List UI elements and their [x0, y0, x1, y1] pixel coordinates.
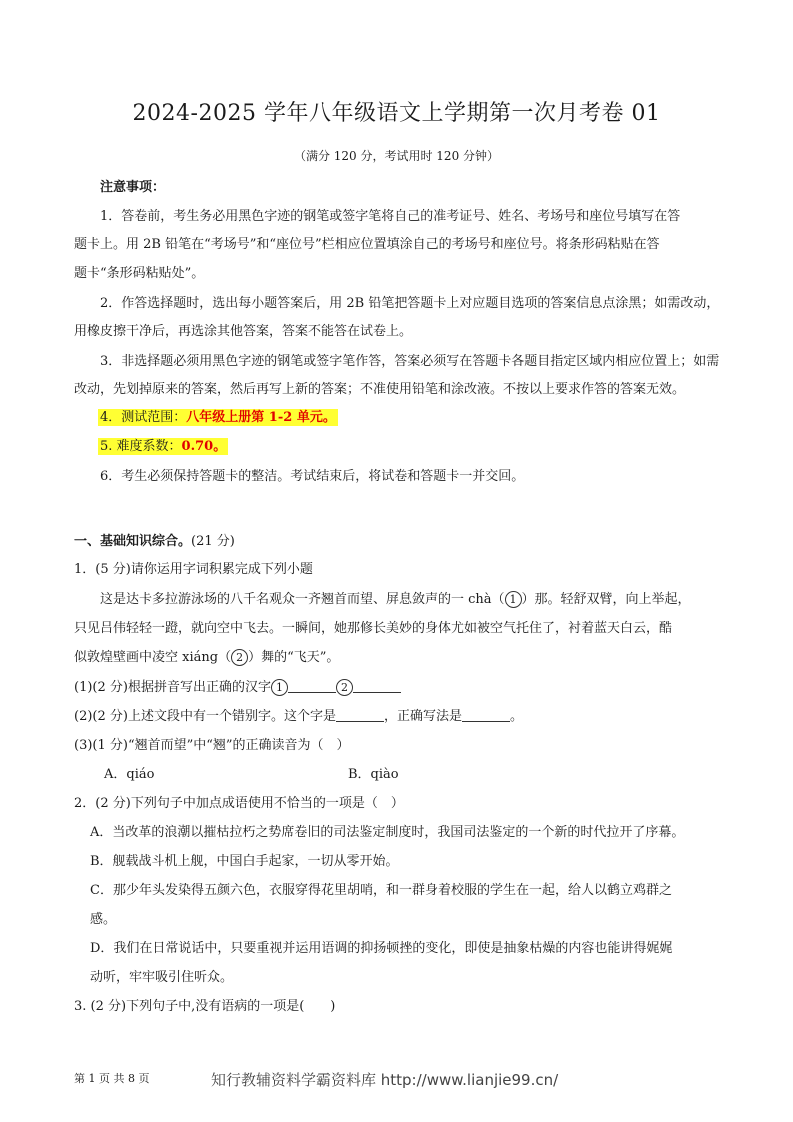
blank-circle-2: 2: [231, 649, 248, 666]
q2-option-a[interactable]: A．当改革的浪潮以摧枯拉朽之势席卷旧的司法鉴定制度时，我国司法鉴定的一个新的时代拉开了序幕。: [90, 825, 685, 840]
note-5: [98, 435, 228, 454]
notes-heading: 注意事项：: [100, 180, 166, 195]
answer-circle-1: 1: [271, 679, 288, 696]
passage-line-1a: 这是达卡多拉游泳场的八千名观众一齐翘首而望、屏息敛声的一 chà（: [100, 592, 505, 607]
q1-3-option-b[interactable]: B．qiào: [348, 767, 399, 782]
note-4-value: 八年级上册第 1-2 单元。: [186, 410, 336, 425]
q1-2-text-a: (2)(2 分)上述文段中有一个错别字。这个字是: [74, 709, 336, 724]
q2-option-d-line-2: 动听，牢牢吸引住听众。: [90, 970, 234, 985]
note-3-line-1: 3．非选择题必须用黑色字迹的钢笔或签字笔作答，答案必须写在答题卡各题目指定区域内相应位置上；如需: [100, 354, 720, 369]
q1-2: [74, 705, 523, 724]
note-4-label: 4．测试范围：: [100, 410, 187, 425]
passage-line-3: [74, 646, 339, 666]
q2-option-c-line-1[interactable]: C．那少年头发染得五颜六色，衣服穿得花里胡哨，和一群身着校服的学生在一起，给人以鹤立鸡群之: [90, 883, 672, 898]
q1-2-text-b: ，正确写法是: [383, 709, 462, 724]
q1-3-option-a[interactable]: A．qiáo: [104, 767, 155, 782]
wrong-char-blank[interactable]: [336, 709, 384, 722]
blank-circle-1: 1: [505, 591, 522, 608]
q1-2-text-c: 。: [509, 709, 523, 724]
note-5-value: 0.70。: [181, 439, 227, 454]
passage-line-3a: 似敦煌壁画中凌空 xiáng（: [74, 650, 232, 665]
q1-stem: 1．(5 分)请你运用字词积累完成下列小题: [74, 562, 313, 577]
note-1-line-1: 1．答卷前，考生务必用黑色字迹的钢笔或签字笔将自己的准考证号、姓名、考场号和座位号填写在答: [100, 209, 681, 224]
watermark-link[interactable]: 知行教辅资料学霸资料库 http://www.lianjie99.cn/: [211, 1071, 559, 1089]
passage-line-1: [100, 588, 691, 608]
q2-option-b[interactable]: B．舰载战斗机上舰，中国白手起家，一切从零开始。: [90, 854, 399, 869]
passage-line-2: 只见吕伟轻轻一蹬，就向空中飞去。一瞬间，她那修长美妙的身体尤如被空气托住了，衬着蓝天白云，酷: [74, 621, 673, 636]
note-1-line-3: 题卡“条形码粘贴处”。: [74, 266, 205, 281]
q2-option-c-line-2: 感。: [90, 912, 117, 927]
q1-1: [74, 676, 401, 696]
section-1-title: 一、基础知识综合。: [74, 534, 192, 549]
page-title: 2024-2025 学年八年级语文上学期第一次月考卷 01: [132, 101, 661, 126]
q2-option-d-line-1[interactable]: D．我们在日常说话中，只要重视并运用语调的抑扬顿挫的变化，即使是抽象枯燥的内容也能讲得娓娓: [90, 941, 673, 956]
note-2-line-2: 用橡皮擦干净后，再选涂其他答案，答案不能答在试卷上。: [74, 324, 413, 339]
note-6: 6．考生必须保持答题卡的整洁。考试结束后，将试卷和答题卡一并交回。: [100, 469, 525, 484]
q2-stem: 2．(2 分)下列句子中加点成语使用不恰当的一项是（ ）: [74, 796, 404, 811]
q3-stem: 3. (2 分)下列句子中,没有语病的一项是( ): [74, 999, 336, 1014]
note-1-line-2: 题卡上。用 2B 铅笔在“考场号”和“座位号”栏相应位置填涂自己的考场号和座位号。将条形码粘贴在答: [74, 237, 660, 252]
page-subtitle: （满分 120 分，考试用时 120 分钟）: [293, 149, 500, 163]
page-number: 第 1 页 共 8 页: [74, 1072, 150, 1085]
passage-line-1b: ）那。轻舒双臂，向上举起，: [521, 592, 691, 607]
note-4: [98, 406, 338, 425]
note-2-line-1: 2．作答选择题时，选出每小题答案后，用 2B 铅笔把答题卡上对应题目选项的答案信息点涂黑；如需改动，: [100, 296, 720, 311]
answer-blank-2[interactable]: [353, 680, 401, 693]
q1-1-text: (1)(2 分)根据拼音写出正确的汉字: [74, 680, 271, 695]
section-1-heading: [74, 530, 235, 549]
answer-circle-2: 2: [336, 679, 353, 696]
correct-char-blank[interactable]: [462, 709, 510, 722]
note-3-line-2: 改动，先划掉原来的答案，然后再写上新的答案；不准使用铅笔和涂改液。不按以上要求作答的答案无效。: [74, 382, 686, 397]
answer-blank-1[interactable]: [288, 680, 336, 693]
q1-3: (3)(1 分)“翘首而望”中“翘”的正确读音为（ ）: [74, 738, 350, 753]
passage-line-3b: ）舞的“飞天”。: [248, 650, 340, 665]
section-1-score: (21 分): [191, 534, 235, 549]
note-5-label: 5. 难度系数：: [100, 439, 182, 454]
